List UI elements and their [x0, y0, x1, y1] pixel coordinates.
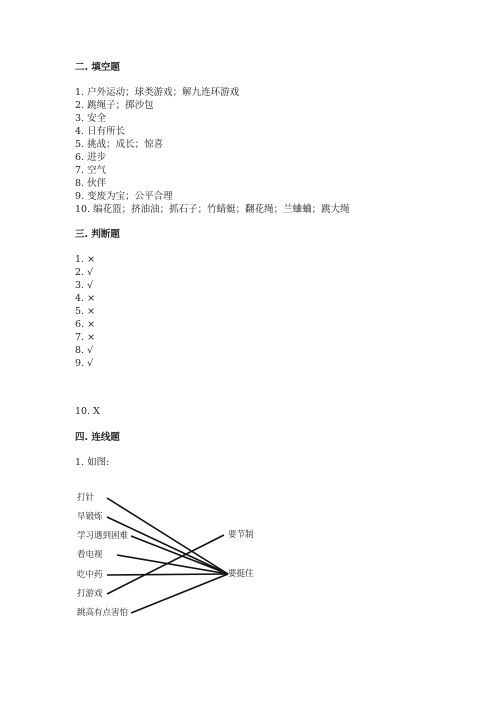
- matching-intro: 1. 如图:: [75, 457, 110, 468]
- judge-answer: 6. ×: [75, 319, 96, 330]
- match-line-chizhongyao: [107, 574, 228, 575]
- answer-line: 8. 伙伴: [75, 178, 107, 189]
- answer-line: 2. 跳绳子；掷沙包: [75, 100, 154, 111]
- left-item-zaoduanlian: 早锻炼: [77, 512, 103, 522]
- answer-line: 4. 日有所长: [75, 126, 126, 137]
- answer-line: 1. 户外运动；球类游戏；解九连环游戏: [75, 87, 240, 98]
- section-title-matching: 四. 连线题: [75, 432, 120, 443]
- left-item-xuexi: 学习遇到困难: [77, 531, 129, 541]
- left-item-tiaogao: 跳高有点害怕: [77, 608, 129, 618]
- judge-answer: 3. √: [75, 280, 94, 291]
- match-line-zaoduanlian: [107, 517, 228, 574]
- answer-line: 9. 变废为宝；公平合理: [75, 191, 173, 202]
- answer-line: 10. 编花篮；挤油油；抓石子；竹蜻蜓；翻花绳；兰蛐蛐；跳大绳: [75, 204, 350, 215]
- right-item-yaojiezhi: 要节制: [228, 530, 254, 540]
- answer-line: 6. 进步: [75, 152, 107, 163]
- judge-answer: 1. ×: [75, 254, 96, 265]
- judge-answer-10: 10. X: [75, 406, 100, 417]
- left-item-kandianshi: 看电视: [77, 550, 103, 560]
- judge-answer: 7. ×: [75, 332, 96, 343]
- left-item-chizhongyao: 吃中药: [77, 570, 103, 580]
- right-item-yaotingzhu: 要挺住: [228, 569, 254, 579]
- judge-answer: 5. ×: [75, 306, 96, 317]
- section-title-fill-blank: 二. 填空题: [75, 62, 120, 73]
- judge-answer: 8. √: [75, 345, 94, 356]
- left-item-dazhen: 打针: [77, 493, 95, 503]
- match-line-xuexi: [131, 536, 228, 574]
- answer-line: 5. 挑战；成长；惊喜: [75, 139, 164, 150]
- judge-answer: 9. √: [75, 358, 94, 369]
- judge-answer: 4. ×: [75, 293, 96, 304]
- section-title-judge: 三. 判断题: [75, 229, 120, 240]
- answer-line: 7. 空气: [75, 165, 107, 176]
- match-line-kandianshi: [117, 555, 228, 574]
- answer-line: 3. 安全: [75, 113, 107, 124]
- match-line-tiaogao: [131, 574, 228, 613]
- judge-answer: 2. √: [75, 267, 94, 278]
- left-item-dayouxi: 打游戏: [77, 589, 103, 599]
